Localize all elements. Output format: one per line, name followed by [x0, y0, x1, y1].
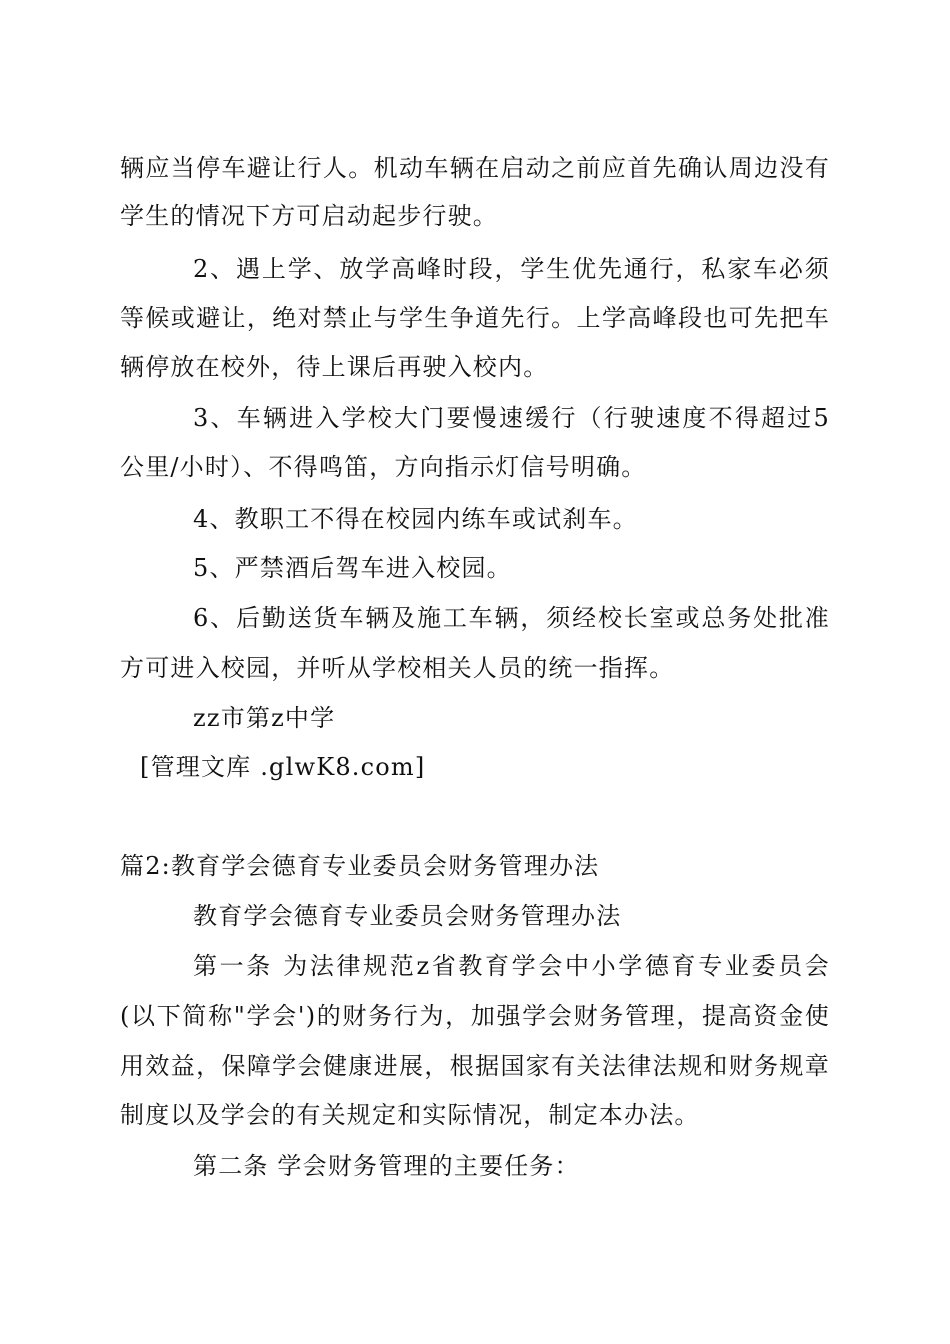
source-line: [管理文库 .glwK8.com]	[140, 753, 426, 781]
paragraph-line: 3、车辆进入学校大门要慢速缓行（行驶速度不得超过5	[193, 404, 830, 432]
paragraph-line: 辆停放在校外，待上课后再驶入校内。	[120, 353, 549, 381]
paragraph-line: 4、教职工不得在校园内练车或试刹车。	[193, 505, 638, 533]
paragraph-line: 方可进入校园，并听从学校相关人员的统一指挥。	[120, 654, 675, 682]
document-title: 教育学会德育专业委员会财务管理办法	[193, 902, 622, 930]
paragraph-line: 等候或避让，绝对禁止与学生争道先行。上学高峰段也可先把车	[120, 304, 830, 332]
paragraph-line: (以下简称"学会')的财务行为，加强学会财务管理，提高资金使	[120, 1002, 830, 1030]
paragraph-line: 制度以及学会的有关规定和实际情况，制定本办法。	[120, 1101, 700, 1129]
paragraph-line: 用效益，保障学会健康进展，根据国家有关法律法规和财务规章	[120, 1052, 830, 1080]
paragraph-line: 学生的情况下方可启动起步行驶。	[120, 202, 498, 230]
paragraph-line: 第二条 学会财务管理的主要任务：	[193, 1152, 580, 1180]
paragraph-line: 2、遇上学、放学高峰时段，学生优先通行，私家车必须	[193, 255, 830, 283]
signature-line: zz市第z中学	[193, 704, 336, 732]
paragraph-line: 公里/小时）、不得鸣笛，方向指示灯信号明确。	[120, 453, 647, 481]
paragraph-line: 6、后勤送货车辆及施工车辆，须经校长室或总务处批准	[193, 604, 830, 632]
paragraph-line: 5、严禁酒后驾车进入校园。	[193, 554, 512, 582]
paragraph-line: 辆应当停车避让行人。机动车辆在启动之前应首先确认周边没有	[120, 154, 830, 182]
paragraph-line: 第一条 为法律规范z省教育学会中小学德育专业委员会	[193, 952, 830, 980]
section-heading: 篇2:教育学会德育专业委员会财务管理办法	[120, 852, 600, 880]
